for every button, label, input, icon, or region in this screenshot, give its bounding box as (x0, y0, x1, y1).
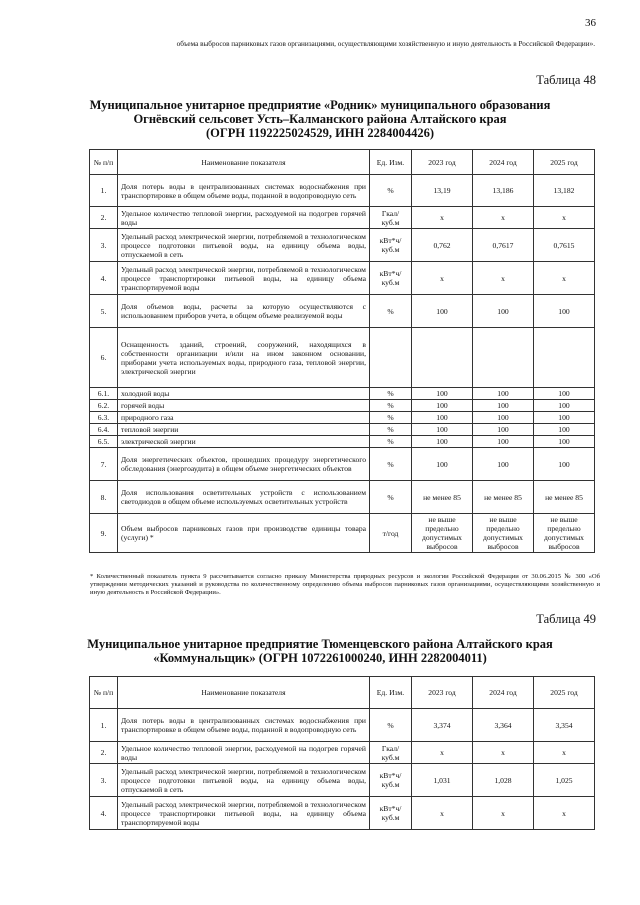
row-value-2025-cell: 100 (534, 424, 595, 436)
row-value-2023-cell: 13,19 (412, 175, 473, 207)
row-unit-cell: % (370, 412, 412, 424)
row-value-2024-cell: не выше предельно допустимых выбросов (473, 514, 534, 553)
table-row (90, 295, 595, 328)
row-value-2024-cell: 3,364 (473, 709, 534, 742)
row-value-2024-cell: х (473, 797, 534, 830)
row-unit-cell: % (370, 388, 412, 400)
row-value-2023-cell: х (412, 742, 473, 764)
table-49-title-line: «Коммунальщик» (ОГРН 1072261000240, ИНН 2282004011) (153, 651, 487, 665)
table-48-title (60, 98, 580, 140)
row-number-cell: 6.1. (90, 388, 118, 400)
row-value-2023-cell: 100 (412, 436, 473, 448)
row-value-2023-cell: 0,762 (412, 229, 473, 262)
row-number-cell: 6.5. (90, 436, 118, 448)
row-value-2025-cell: 100 (534, 412, 595, 424)
row-indicator-name-cell: Доля энергетических объектов, прошедших процедуру энергетического обследования (энергоаудита) в общем объеме энергетических объектов (118, 448, 370, 481)
row-value-2025-cell: х (534, 742, 595, 764)
row-indicator-name-cell: Доля потерь воды в централизованных системах водоснабжения при транспортировке в общем объеме воды, поданной в водопроводную сеть (118, 709, 370, 742)
row-value-2023-cell: 100 (412, 388, 473, 400)
row-unit-cell: % (370, 424, 412, 436)
row-value-2024-cell: 1,028 (473, 764, 534, 797)
row-indicator-name-cell: Доля потерь воды в централизованных системах водоснабжения при транспортировке в общем объеме воды, поданной в водопроводную сеть (118, 175, 370, 207)
row-unit-cell: кВт*ч/ куб.м (370, 797, 412, 830)
row-number-cell: 6.4. (90, 424, 118, 436)
table-row (90, 328, 595, 388)
table-row (90, 262, 595, 295)
table-row (90, 175, 595, 207)
row-value-2023-cell: 1,031 (412, 764, 473, 797)
row-unit-cell: Гкал/ куб.м (370, 742, 412, 764)
row-number-cell: 1. (90, 175, 118, 207)
row-value-2024-cell: 100 (473, 400, 534, 412)
row-number-cell: 3. (90, 229, 118, 262)
table-row (90, 709, 595, 742)
table-row (90, 207, 595, 229)
table-row (90, 388, 595, 400)
row-value-2025-cell: 13,182 (534, 175, 595, 207)
row-unit-cell: % (370, 481, 412, 514)
row-number-cell: 2. (90, 207, 118, 229)
row-number-cell: 8. (90, 481, 118, 514)
column-header-name: Наименование показателя (118, 150, 370, 175)
row-value-2023-cell: 100 (412, 400, 473, 412)
row-value-2024-cell: 0,7617 (473, 229, 534, 262)
row-indicator-name-cell: Удельный расход электрической энергии, потребляемой в технологическом процессе транспортировки питьевой воды, на единицу объема транспортируемой воды (118, 262, 370, 295)
row-number-cell: 6. (90, 328, 118, 388)
row-value-2025-cell: 1,025 (534, 764, 595, 797)
row-number-cell: 6.3. (90, 412, 118, 424)
row-value-2025-cell: х (534, 797, 595, 830)
table-48-title-line: Муниципальное унитарное предприятие «Родник» муниципального образования (89, 98, 551, 112)
column-header-2025: 2025 год (534, 150, 595, 175)
row-value-2024-cell: х (473, 207, 534, 229)
column-header-2023: 2023 год (412, 677, 473, 709)
row-unit-cell: т/год (370, 514, 412, 553)
row-indicator-name-cell: горячей воды (118, 400, 370, 412)
column-header-unit: Ед. Изм. (370, 150, 412, 175)
row-value-2024-cell: х (473, 262, 534, 295)
row-value-2023-cell: 100 (412, 295, 473, 328)
row-unit-cell: % (370, 400, 412, 412)
table-row (90, 481, 595, 514)
table-48-footnote: * Количественный показатель пункта 9 рассчитывается согласно приказу Министерства природных ресурсов и экологии Российской Федерации от 30.06.2015 № 300 «Об утверждении методических указаний и руководства по количественному определению объема выбросов парниковых газов организациями, осуществляющими хозяйственную и иную деятельность в Российской Федерации». (90, 573, 600, 596)
row-value-2025-cell: не менее 85 (534, 481, 595, 514)
row-number-cell: 7. (90, 448, 118, 481)
column-header-unit: Ед. Изм. (370, 677, 412, 709)
table-row (90, 742, 595, 764)
row-value-2024-cell: 100 (473, 295, 534, 328)
table-row (90, 514, 595, 553)
row-value-2024-cell: 100 (473, 388, 534, 400)
row-value-2025-cell (534, 328, 595, 388)
table-row (90, 448, 595, 481)
row-indicator-name-cell: Оснащенность зданий, строений, сооружений, находящихся в собственности организации и/или на ином законном основании, приборами учета используемых воды, природного газа, тепловой энергии, электрической энергии (118, 328, 370, 388)
row-number-cell: 4. (90, 262, 118, 295)
column-header-2025: 2025 год (534, 677, 595, 709)
column-header-name: Наименование показателя (118, 677, 370, 709)
header-continuation-text: объема выбросов парниковых газов организациями, осуществляющими хозяйственную и иную деятельность в Российской Федерации». (176, 40, 595, 48)
row-value-2024-cell (473, 328, 534, 388)
row-unit-cell: % (370, 448, 412, 481)
row-value-2024-cell: 100 (473, 448, 534, 481)
row-unit-cell (370, 328, 412, 388)
row-indicator-name-cell: Удельный расход электрической энергии, потребляемой в технологическом процессе подготовки питьевой воды, на единицу объема воды, отпускаемой в сеть (118, 764, 370, 797)
row-number-cell: 9. (90, 514, 118, 553)
row-value-2023-cell: 100 (412, 424, 473, 436)
row-unit-cell: кВт*ч/ куб.м (370, 262, 412, 295)
table-48-caption: Таблица 48 (536, 73, 596, 87)
row-unit-cell: % (370, 709, 412, 742)
column-header-num: № п/п (90, 150, 118, 175)
row-unit-cell: % (370, 436, 412, 448)
row-value-2023-cell: не выше предельно допустимых выбросов (412, 514, 473, 553)
table-48 (89, 149, 595, 553)
table-48-title-line: Огнёвский сельсовет Усть–Калманского района Алтайского края (133, 112, 507, 126)
row-value-2025-cell: не выше предельно допустимых выбросов (534, 514, 595, 553)
column-header-2023: 2023 год (412, 150, 473, 175)
table-row (90, 797, 595, 830)
row-value-2025-cell: 0,7615 (534, 229, 595, 262)
row-unit-cell: кВт*ч/ куб.м (370, 229, 412, 262)
row-number-cell: 4. (90, 797, 118, 830)
row-value-2025-cell: 100 (534, 295, 595, 328)
table-row (90, 764, 595, 797)
row-unit-cell: кВт*ч/ куб.м (370, 764, 412, 797)
table-48-title-line: (ОГРН 1192225024529, ИНН 2284004426) (205, 126, 435, 140)
row-value-2025-cell: 100 (534, 448, 595, 481)
row-value-2024-cell: 100 (473, 436, 534, 448)
row-value-2024-cell: х (473, 742, 534, 764)
table-row (90, 424, 595, 436)
row-indicator-name-cell: природного газа (118, 412, 370, 424)
row-number-cell: 1. (90, 709, 118, 742)
row-number-cell: 6.2. (90, 400, 118, 412)
row-value-2023-cell: 100 (412, 448, 473, 481)
table-row (90, 229, 595, 262)
row-value-2025-cell: 100 (534, 436, 595, 448)
row-value-2023-cell: х (412, 207, 473, 229)
row-indicator-name-cell: Удельный расход электрической энергии, потребляемой в технологическом процессе подготовки питьевой воды, на единицу объема воды, отпускаемой в сеть (118, 229, 370, 262)
row-indicator-name-cell: Доля использования осветительных устройств с использованием светодиодов в общем объеме используемых осветительных устройств (118, 481, 370, 514)
row-indicator-name-cell: Удельный расход электрической энергии, потребляемой в технологическом процессе транспортировки питьевой воды, на единицу объема транспортируемой воды (118, 797, 370, 830)
row-unit-cell: % (370, 175, 412, 207)
row-unit-cell: Гкал/ куб.м (370, 207, 412, 229)
row-value-2024-cell: не менее 85 (473, 481, 534, 514)
table-49-title-line: Муниципальное унитарное предприятие Тюменцевского района Алтайского края (87, 637, 553, 651)
row-value-2024-cell: 100 (473, 412, 534, 424)
row-value-2023-cell: 3,374 (412, 709, 473, 742)
row-value-2024-cell: 13,186 (473, 175, 534, 207)
row-value-2024-cell: 100 (473, 424, 534, 436)
row-number-cell: 5. (90, 295, 118, 328)
table-header-row (90, 677, 595, 709)
row-indicator-name-cell: холодной воды (118, 388, 370, 400)
column-header-2024: 2024 год (473, 677, 534, 709)
table-49-title (60, 637, 580, 665)
row-number-cell: 3. (90, 764, 118, 797)
row-indicator-name-cell: Удельное количество тепловой энергии, расходуемой на подогрев горячей воды (118, 207, 370, 229)
row-value-2025-cell: 100 (534, 400, 595, 412)
row-indicator-name-cell: Объем выбросов парниковых газов при производстве единицы товара (услуги) * (118, 514, 370, 553)
table-49 (89, 676, 595, 830)
row-value-2025-cell: х (534, 207, 595, 229)
row-value-2025-cell: 3,354 (534, 709, 595, 742)
table-row (90, 400, 595, 412)
row-value-2023-cell: х (412, 262, 473, 295)
row-value-2023-cell (412, 328, 473, 388)
row-number-cell: 2. (90, 742, 118, 764)
row-value-2023-cell: 100 (412, 412, 473, 424)
column-header-num: № п/п (90, 677, 118, 709)
row-unit-cell: % (370, 295, 412, 328)
row-value-2023-cell: не менее 85 (412, 481, 473, 514)
column-header-2024: 2024 год (473, 150, 534, 175)
row-value-2025-cell: 100 (534, 388, 595, 400)
table-row (90, 436, 595, 448)
table-row (90, 412, 595, 424)
row-indicator-name-cell: Удельное количество тепловой энергии, расходуемой на подогрев горячей воды (118, 742, 370, 764)
row-value-2023-cell: х (412, 797, 473, 830)
row-indicator-name-cell: Доля объемов воды, расчеты за которую осуществляются с использованием приборов учета, в общем объеме реализуемой воды (118, 295, 370, 328)
row-indicator-name-cell: электрической энергии (118, 436, 370, 448)
row-value-2025-cell: х (534, 262, 595, 295)
table-49-caption: Таблица 49 (536, 612, 596, 626)
table-header-row (90, 150, 595, 175)
page-number: 36 (585, 17, 596, 29)
row-indicator-name-cell: тепловой энергии (118, 424, 370, 436)
